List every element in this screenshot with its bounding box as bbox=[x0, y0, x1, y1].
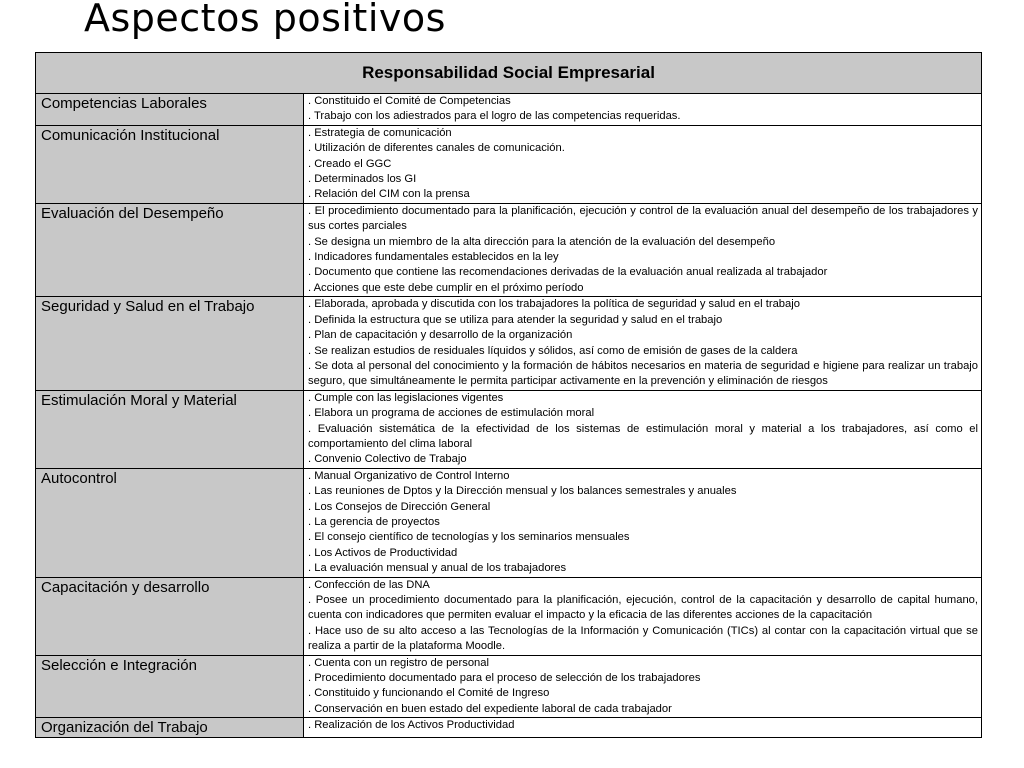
table-row bbox=[36, 203, 982, 296]
row-items bbox=[304, 125, 982, 203]
list-item: . Convenio Colectivo de Trabajo bbox=[308, 453, 467, 466]
rse-table-container bbox=[35, 52, 981, 738]
list-item: . Acciones que este debe cumplir en el próximo período bbox=[308, 281, 584, 294]
table-row bbox=[36, 94, 982, 126]
row-items bbox=[304, 94, 982, 126]
row-items bbox=[304, 468, 982, 577]
list-item: . Documento que contiene las recomendaciones derivadas de la evaluación anual realizada al trabajador bbox=[308, 266, 828, 279]
table-row bbox=[36, 297, 982, 390]
list-item: . Manual Organizativo de Control Interno bbox=[308, 469, 510, 482]
table-header-row bbox=[36, 53, 982, 94]
list-item: . Evaluación sistemática de la efectividad de los sistemas de estimulación moral y material a los trabajadores, así como el comportamiento del clima laboral bbox=[308, 422, 979, 450]
row-label: Autocontrol bbox=[36, 468, 304, 577]
list-item: . La gerencia de proyectos bbox=[308, 515, 440, 528]
rse-table bbox=[35, 52, 982, 738]
table-row bbox=[36, 718, 982, 738]
list-item: . Estrategia de comunicación bbox=[308, 126, 452, 139]
list-item: . El consejo científico de tecnologías y los seminarios mensuales bbox=[308, 531, 630, 544]
row-label: Organización del Trabajo bbox=[36, 718, 304, 738]
list-item: . Creado el GGC bbox=[308, 157, 392, 170]
slide-title: Aspectos positivos bbox=[84, 0, 446, 40]
row-items bbox=[304, 203, 982, 296]
list-item: . Conservación en buen estado del expediente laboral de cada trabajador bbox=[308, 702, 672, 715]
row-items bbox=[304, 297, 982, 390]
list-item: . Se realizan estudios de residuales líquidos y sólidos, así como de emisión de gases de la caldera bbox=[308, 344, 798, 357]
list-item: . Cuenta con un registro de personal bbox=[308, 656, 489, 669]
list-item: . Confección de las DNA bbox=[308, 578, 430, 591]
table-row bbox=[36, 655, 982, 718]
table-body bbox=[36, 94, 982, 738]
list-item: . Se designa un miembro de la alta dirección para la atención de la evaluación del desempeño bbox=[308, 235, 776, 248]
table-row bbox=[36, 125, 982, 203]
list-item: . Procedimiento documentado para el proceso de selección de los trabajadores bbox=[308, 672, 701, 685]
list-item: . Constituido y funcionando el Comité de Ingreso bbox=[308, 687, 550, 700]
row-items bbox=[304, 655, 982, 718]
list-item: . Determinados los GI bbox=[308, 173, 417, 186]
row-label: Evaluación del Desempeño bbox=[36, 203, 304, 296]
list-item: . Las reuniones de Dptos y la Dirección mensual y los balances semestrales y anuales bbox=[308, 485, 737, 498]
list-item: . El procedimiento documentado para la planificación, ejecución y control de la evaluación anual del desempeño de los trabajadores y sus cortes parciales bbox=[308, 204, 979, 233]
table-row bbox=[36, 390, 982, 468]
row-items bbox=[304, 718, 982, 738]
row-label: Competencias Laborales bbox=[36, 94, 304, 126]
list-item: . Relación del CIM con la prensa bbox=[308, 188, 470, 201]
list-item: . Los Consejos de Dirección General bbox=[308, 500, 491, 513]
table-row bbox=[36, 577, 982, 655]
list-item: . Se dota al personal del conocimiento y la formación de hábitos necesarios en materia de seguridad e higiene para realizar un trabajo seguro, que simultáneamente le permita participar activamente en la prevención y eliminación de riesgos bbox=[308, 359, 979, 388]
list-item: . Utilización de diferentes canales de comunicación. bbox=[308, 142, 565, 155]
table-row bbox=[36, 468, 982, 577]
list-item: . Definida la estructura que se utiliza para atender la seguridad y salud en el trabajo bbox=[308, 313, 723, 326]
list-item: . Los Activos de Productividad bbox=[308, 546, 458, 559]
list-item: . Trabajo con los adiestrados para el logro de las competencias requeridas. bbox=[308, 110, 681, 123]
list-item: . Posee un procedimiento documentado para la planificación, ejecución, control de la capacitación y desarrollo de capital humano, cuenta con indicadores que permiten evaluar el impacto y la eficacia de las diferentes acciones de la capacitación bbox=[308, 594, 979, 622]
list-item: . Elaborada, aprobada y discutida con los trabajadores la política de seguridad y salud en el trabajo bbox=[308, 298, 800, 311]
row-label: Selección e Integración bbox=[36, 655, 304, 718]
list-item: . Hace uso de su alto acceso a las Tecnologías de la Información y Comunicación (TICs) al contar con la capacitación virtual que se realiza a partir de la plataforma Moodle. bbox=[308, 624, 979, 653]
list-item: . Plan de capacitación y desarrollo de la organización bbox=[308, 329, 573, 342]
list-item: . Realización de los Activos Productividad bbox=[308, 719, 515, 732]
list-item: . Cumple con las legislaciones vigentes bbox=[308, 391, 504, 404]
row-label: Estimulación Moral y Material bbox=[36, 390, 304, 468]
row-items bbox=[304, 390, 982, 468]
table-caption: Responsabilidad Social Empresarial bbox=[36, 53, 982, 94]
row-label: Comunicación Institucional bbox=[36, 125, 304, 203]
row-label: Capacitación y desarrollo bbox=[36, 577, 304, 655]
list-item: . Elabora un programa de acciones de estimulación moral bbox=[308, 407, 595, 420]
list-item: . La evaluación mensual y anual de los trabajadores bbox=[308, 562, 567, 575]
row-label: Seguridad y Salud en el Trabajo bbox=[36, 297, 304, 390]
list-item: . Indicadores fundamentales establecidos en la ley bbox=[308, 251, 559, 264]
row-items bbox=[304, 577, 982, 655]
list-item: . Constituido el Comité de Competencias bbox=[308, 95, 511, 107]
